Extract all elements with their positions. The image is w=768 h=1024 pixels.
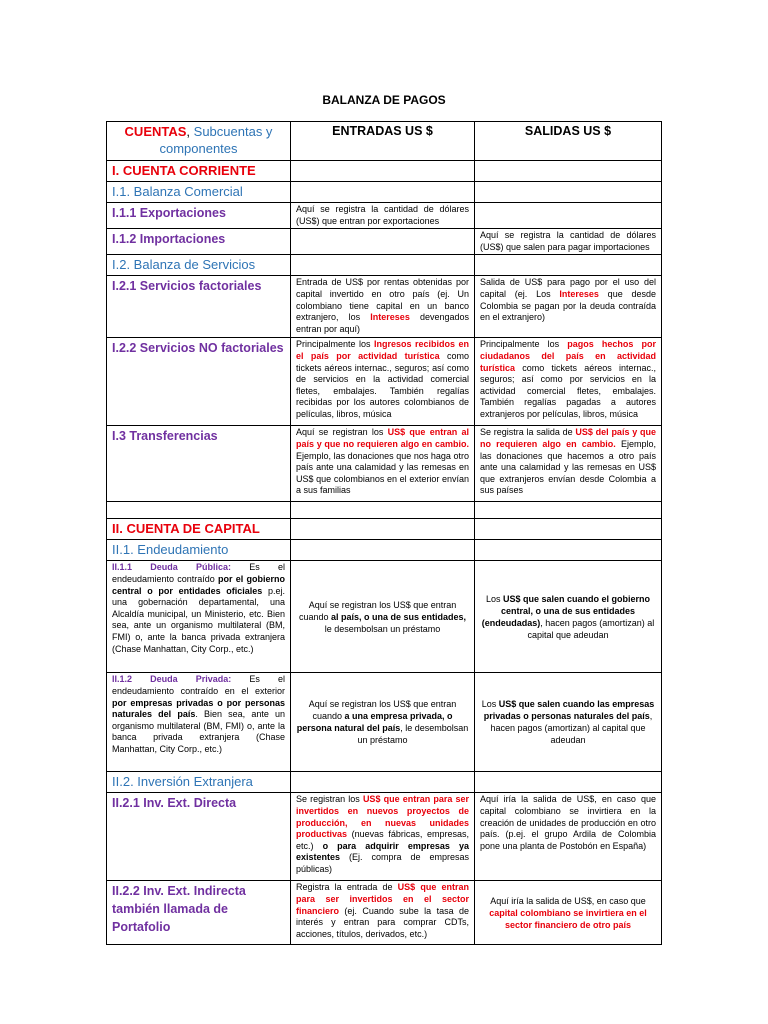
text-segment: p.ej. una gobernación departamental, una Alcaldía municipal, un Ministerio, etc. Bien sea, ante un organismo multilateral (BM, FMI) o, ante la banca privada extranjera (Chase Manhattan, City Corp., etc.) [112, 585, 285, 654]
row-endeudamiento [107, 540, 662, 561]
row-inv-indirecta [107, 881, 662, 945]
page-title: BALANZA DE PAGOS [322, 93, 446, 107]
row-importaciones [107, 229, 662, 255]
text-segment: Aquí se registran los US$ que entran cuando [298, 599, 457, 622]
text-segment: (ej. Cuando sube la tasa de interés y entran para comprar CDTs, acciones, títulos, derivados, etc.) [296, 905, 469, 939]
entradas-deuda-privada [291, 673, 475, 772]
row-balanza-servicios [107, 255, 662, 276]
deuda-privada-title: II.1.2 Deuda Privada: [112, 674, 232, 685]
empty-cell [475, 203, 662, 229]
bold-text: por empresas privadas o por personas naturales del país [112, 697, 285, 720]
text-segment: Registra la entrada de [296, 882, 398, 893]
entradas-servicios-factoriales [291, 276, 475, 338]
bold-text: US$ que salen cuando las empresas privadas o personas naturales del país [483, 699, 655, 722]
row-spacer [107, 502, 662, 519]
empty-cell [291, 772, 475, 793]
header-componentes-label: componentes [159, 141, 238, 156]
text-segment: (nuevas fábricas, empresas, etc.) [296, 829, 469, 851]
text-segment: Es el endeudamiento contraído en el exterior [112, 674, 285, 696]
entradas-deuda-publica [291, 561, 475, 673]
empty-cell [475, 502, 662, 519]
bold-text: al país, o una de sus entidades, [330, 611, 467, 622]
salidas-servicios-factoriales [475, 276, 662, 338]
highlight-text: Intereses [370, 312, 410, 323]
salidas-inv-indirecta [475, 881, 662, 945]
label-servicios-no-factoriales: I.2.2 Servicios NO factoriales [107, 338, 291, 426]
text-segment: Es el endeudamiento contraído [112, 562, 286, 584]
text-segment: Principalmente los [296, 339, 374, 350]
row-deuda-privada [107, 673, 662, 772]
header-separator: , [186, 124, 194, 139]
label-deuda-publica [107, 561, 291, 673]
highlight-text: US$ del país y que no requieren algo en cambio. [480, 427, 656, 449]
row-exportaciones [107, 203, 662, 229]
row-cuenta-corriente [107, 161, 662, 182]
salidas-servicios-no-factoriales [475, 338, 662, 426]
label-transferencias: I.3 Transferencias [107, 426, 291, 502]
header-cuentas [107, 122, 291, 161]
empty-cell [475, 161, 662, 182]
label-cuenta-capital: II. CUENTA DE CAPITAL [107, 519, 291, 540]
label-balanza-servicios: I.2. Balanza de Servicios [107, 255, 291, 276]
text-segment: como tickets aéreos internac., seguros; así como de servicios en la actividad comercial fletes, embalajes. También regalías recibidas por los autores colombianos de películas, libros, música [296, 350, 469, 419]
text-segment: Principalmente los [480, 339, 568, 350]
empty-cell [107, 502, 291, 519]
bold-text: por el gobierno central o por entidades oficiales [112, 573, 285, 596]
empty-cell [291, 519, 475, 540]
text-segment: , hacen pagos (amortizan) al capital que adeudan [490, 711, 653, 746]
empty-cell [475, 540, 662, 561]
empty-cell [291, 540, 475, 561]
text-segment: Se registran los [296, 794, 363, 805]
text-segment: , hacen pagos (amortizan) al capital que adeudan [527, 617, 655, 640]
row-cuenta-capital [107, 519, 662, 540]
empty-cell [291, 502, 475, 519]
text-segment: (Ej. compra de empresas públicas) [296, 852, 469, 874]
highlight-text: Ingresos recibidos en el país por actividad turística [296, 339, 469, 361]
empty-cell [291, 161, 475, 182]
label-inversion-extranjera: II.2. Inversión Extranjera [107, 772, 291, 793]
entradas-transferencias [291, 426, 475, 502]
bold-text: a una empresa privada, o persona natural del país [296, 711, 453, 734]
label-balanza-comercial: I.1. Balanza Comercial [107, 182, 291, 203]
header-cuentas-label: CUENTAS [124, 124, 187, 139]
label-deuda-privada [107, 673, 291, 772]
text-segment: le desembolsan un préstamo [324, 623, 441, 634]
empty-cell [291, 182, 475, 203]
row-inv-directa [107, 793, 662, 881]
label-servicios-factoriales: I.2.1 Servicios factoriales [107, 276, 291, 338]
label-inv-indirecta: II.2.2 Inv. Ext. Indirecta también llamada de Portafolio [107, 881, 291, 945]
row-inversion-extranjera [107, 772, 662, 793]
text-segment: Ejemplo, las donaciones que hacemos a otro país ante una calamidad y las remesas en US$ que extranjeros envían desde Colombia a sus países [480, 438, 656, 496]
label-cuenta-corriente: I. CUENTA CORRIENTE [107, 161, 291, 182]
entradas-inv-indirecta [291, 881, 475, 945]
text-segment: como tickets aéreos internac., seguros; así como por servicios en la actividad comercial fletes, embalajes. También regalías pagadas a autores extranjeros por películas, libros, música [480, 362, 656, 419]
text-segment: Aquí iría la salida de US$, en caso que [490, 895, 646, 906]
header-salidas: SALIDAS US $ [475, 122, 662, 161]
entradas-exportaciones: Aquí se registra la cantidad de dólares (US$) que entran por exportaciones [291, 203, 475, 229]
row-transferencias [107, 426, 662, 502]
empty-cell [475, 255, 662, 276]
highlight-text: capital colombiano se invirtiera en el sector financiero de otro país [489, 907, 647, 930]
row-deuda-publica [107, 561, 662, 673]
entradas-inv-directa [291, 793, 475, 881]
row-servicios-factoriales [107, 276, 662, 338]
label-exportaciones: I.1.1 Exportaciones [107, 203, 291, 229]
empty-cell [475, 772, 662, 793]
header-subcuentas-label: Subcuentas y [193, 124, 273, 139]
highlight-text: pagos hechos por ciudadanos del país en actividad turística [480, 339, 656, 373]
row-servicios-no-factoriales [107, 338, 662, 426]
salidas-transferencias [475, 426, 662, 502]
empty-cell [291, 229, 475, 255]
label-inv-directa: II.2.1 Inv. Ext. Directa [107, 793, 291, 881]
table-header-row [107, 122, 662, 161]
bold-text: US$ que salen cuando el gobierno central, o una de sus entidades (endeudadas) [481, 593, 651, 628]
deuda-publica-title: II.1.1 Deuda Pública: [112, 562, 232, 573]
text-segment: Salida de US$ para pago por el uso del capital (ej. Los [480, 277, 656, 299]
empty-cell [475, 519, 662, 540]
text-segment: Aquí se registran los [296, 427, 388, 438]
row-balanza-comercial [107, 182, 662, 203]
text-segment: , le desembolsan un préstamo [357, 723, 469, 746]
bold-text: o para adquirir empresas ya existentes [296, 840, 469, 863]
highlight-text: Intereses [559, 288, 599, 299]
text-segment: . Bien sea, ante un organismo multilateral (BM, FMI) o, ante la banca privada extranjera (Chase Manhattan, City Corp., etc.) [112, 709, 286, 754]
entradas-servicios-no-factoriales [291, 338, 475, 426]
highlight-text: US$ que entran para ser invertidos en nuevos proyectos de producción, en nuevas unidades productivas [296, 794, 470, 840]
empty-cell [475, 182, 662, 203]
balanza-table [106, 121, 662, 945]
salidas-inv-directa: Aquí iría la salida de US$, en caso que capital colombiano se invirtiera en la creación de unidades de producción en otro país. (p.ej. el grupo Ardila de Colombia pone una planta de Postobón en España) [475, 793, 662, 881]
label-endeudamiento: II.1. Endeudamiento [107, 540, 291, 561]
empty-cell [291, 255, 475, 276]
salidas-importaciones: Aquí se registra la cantidad de dólares (US$) que salen para pagar importaciones [475, 229, 662, 255]
label-importaciones: I.1.2 Importaciones [107, 229, 291, 255]
text-segment: Se registra la salida de [480, 427, 576, 438]
text-segment: Los [485, 593, 503, 604]
highlight-text: US$ que entran para ser invertidos en el sector financiero [296, 882, 469, 916]
text-segment: Los [481, 699, 499, 710]
text-segment: Ejemplo, las donaciones que nos haga otro país ante una calamidad y las remesas en US$ que colombianos en el exterior envían a sus familias [296, 450, 469, 496]
salidas-deuda-publica [475, 561, 662, 673]
text-segment: devengados entran por aquí) [296, 312, 470, 334]
text-segment: Aquí se registran los US$ que entran cuando [308, 699, 457, 722]
text-segment: Entrada de US$ por rentas obtenidas por capital invertido en otro país (ej. Un colombiano tiene capital en un banco extranjero, los [296, 277, 469, 323]
header-entradas: ENTRADAS US $ [291, 122, 475, 161]
highlight-text: US$ que entran al país y que no requieren algo en cambio. [296, 427, 469, 449]
text-segment: que desde Colombia se pagan por la deuda contraída en el extranjero) [480, 288, 657, 323]
salidas-deuda-privada [475, 673, 662, 772]
